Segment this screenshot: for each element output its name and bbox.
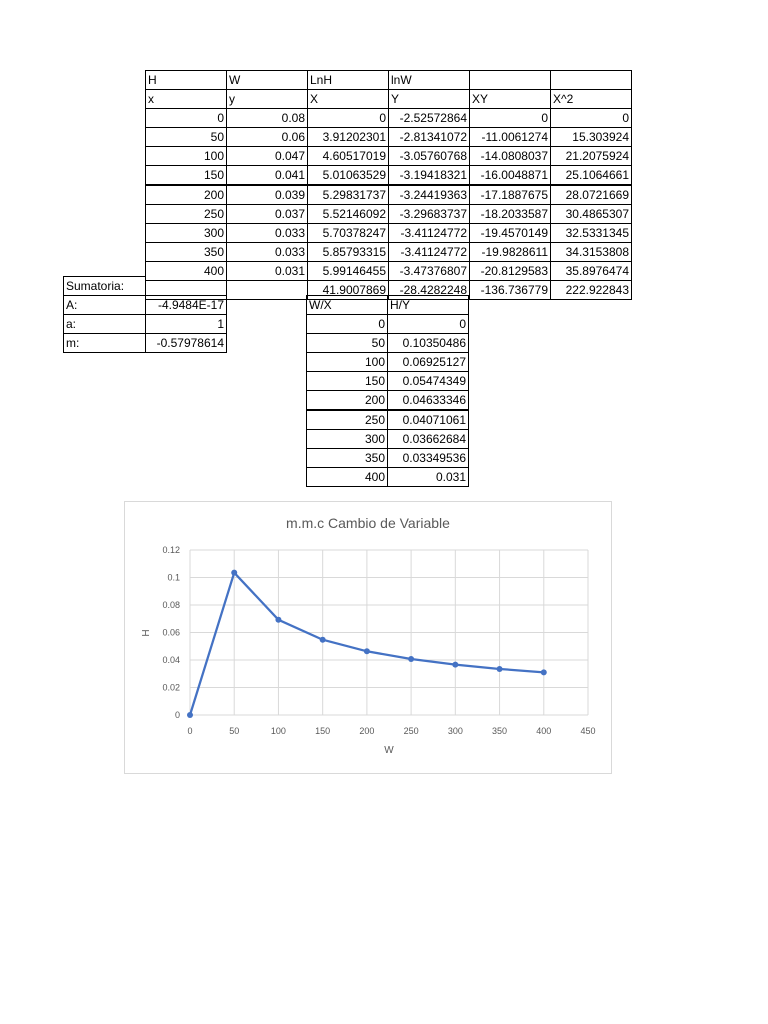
y-tick-label: 0.02 — [162, 682, 180, 693]
y-tick-label: 0 — [174, 710, 180, 720]
table-row — [307, 391, 469, 411]
y-axis-label: H — [141, 629, 152, 637]
wx-hy-table — [306, 295, 469, 487]
header-cell[interactable]: x — [146, 90, 227, 109]
data-cell[interactable]: 34.3153808 — [551, 243, 632, 262]
line-chart — [125, 502, 611, 773]
data-cell[interactable]: 35.8976474 — [551, 262, 632, 281]
data-cell[interactable]: -2.81341072 — [389, 128, 470, 147]
x-tick-label: 450 — [580, 726, 596, 736]
data-cell[interactable]: 0 — [307, 315, 388, 334]
param-row — [64, 296, 227, 315]
data-point[interactable] — [364, 648, 370, 654]
x-tick-label: 350 — [492, 726, 508, 736]
data-cell[interactable]: -3.24419363 — [389, 185, 470, 205]
data-cell[interactable]: 0.04071061 — [388, 410, 469, 430]
data-cell[interactable]: 0 — [551, 109, 632, 128]
param-value[interactable]: 1 — [146, 315, 227, 334]
table-row — [307, 372, 469, 391]
data-cell[interactable]: 5.99146455 — [308, 262, 389, 281]
data-cell[interactable]: -19.4570149 — [470, 224, 551, 243]
x-tick-label: 400 — [536, 726, 552, 736]
data-cell[interactable]: 200 — [146, 185, 227, 205]
table-row — [307, 449, 469, 468]
data-cell[interactable]: 5.01063529 — [308, 166, 389, 186]
sumatoria-cell[interactable] — [227, 281, 308, 300]
data-point[interactable] — [231, 570, 237, 576]
header-cell[interactable] — [470, 71, 551, 90]
header-row — [307, 296, 469, 315]
data-cell[interactable]: -19.9828611 — [470, 243, 551, 262]
data-cell[interactable]: 100 — [146, 147, 227, 166]
param-label[interactable]: a: — [64, 315, 146, 334]
data-cell[interactable]: 0.05474349 — [388, 372, 469, 391]
gridlines — [190, 550, 588, 715]
data-cell[interactable]: 150 — [146, 166, 227, 186]
table-row — [307, 430, 469, 449]
table-row — [146, 166, 632, 186]
table-row — [307, 334, 469, 353]
chart-container[interactable] — [124, 501, 612, 774]
data-cell[interactable]: 0.037 — [227, 205, 308, 224]
header-cell[interactable]: W — [227, 71, 308, 90]
header-cell[interactable]: X^2 — [551, 90, 632, 109]
y-tick-label: 0.08 — [162, 600, 180, 610]
data-point[interactable] — [320, 637, 326, 643]
table-row — [307, 410, 469, 430]
x-tick-label: 50 — [229, 726, 240, 736]
chart-title: m.m.c Cambio de Variable — [286, 515, 450, 531]
data-cell[interactable]: 50 — [307, 334, 388, 353]
y-tick-label: 0.12 — [162, 545, 180, 555]
data-cell[interactable]: -2.52572864 — [389, 109, 470, 128]
data-cell[interactable]: -3.41124772 — [389, 243, 470, 262]
data-point[interactable] — [497, 666, 503, 672]
main-data-table — [145, 70, 632, 300]
x-tick-label: 250 — [403, 726, 419, 736]
data-cell[interactable]: -11.0061274 — [470, 128, 551, 147]
data-cell[interactable]: 28.0721669 — [551, 185, 632, 205]
data-cell[interactable]: 0.08 — [227, 109, 308, 128]
param-row — [64, 334, 227, 353]
data-cell[interactable]: 250 — [307, 410, 388, 430]
param-value[interactable]: -0.57978614 — [146, 334, 227, 353]
y-tick-label: 0.04 — [162, 655, 180, 665]
data-cell[interactable]: 200 — [307, 391, 388, 411]
data-cell[interactable]: -18.2033587 — [470, 205, 551, 224]
data-cell[interactable]: 0.031 — [227, 262, 308, 281]
table-row — [307, 468, 469, 487]
param-label[interactable]: A: — [64, 296, 146, 315]
x-tick-label: 100 — [270, 726, 286, 736]
data-point[interactable] — [408, 656, 414, 662]
param-value[interactable]: -4.9484E-17 — [146, 296, 227, 315]
data-cell[interactable]: 300 — [146, 224, 227, 243]
data-cell[interactable]: 350 — [307, 449, 388, 468]
data-cell[interactable]: 0.039 — [227, 185, 308, 205]
param-row — [64, 315, 227, 334]
data-cell[interactable]: 0.04633346 — [388, 391, 469, 411]
data-cell[interactable]: 0 — [388, 315, 469, 334]
header-cell[interactable]: X — [308, 90, 389, 109]
data-point[interactable] — [187, 712, 193, 718]
data-cell[interactable]: 5.52146092 — [308, 205, 389, 224]
data-cell[interactable]: 350 — [146, 243, 227, 262]
table-row — [307, 353, 469, 372]
data-cell[interactable]: 4.60517019 — [308, 147, 389, 166]
data-cell[interactable]: 25.1064661 — [551, 166, 632, 186]
header-cell[interactable] — [551, 71, 632, 90]
table-row — [146, 224, 632, 243]
param-label[interactable]: m: — [64, 334, 146, 353]
data-cell[interactable]: 150 — [307, 372, 388, 391]
table-row — [307, 315, 469, 334]
x-tick-label: 150 — [315, 726, 331, 736]
header-cell[interactable]: XY — [470, 90, 551, 109]
data-cell[interactable]: 5.85793315 — [308, 243, 389, 262]
x-tick-label: 300 — [447, 726, 463, 736]
data-cell[interactable]: 400 — [307, 468, 388, 487]
header-row — [146, 90, 632, 109]
data-cell[interactable]: 0.033 — [227, 243, 308, 262]
data-cell[interactable]: -14.0808037 — [470, 147, 551, 166]
table-row — [146, 243, 632, 262]
data-cell[interactable]: 5.29831737 — [308, 185, 389, 205]
data-cell[interactable]: -3.41124772 — [389, 224, 470, 243]
data-cell[interactable]: 0.10350486 — [388, 334, 469, 353]
data-cell[interactable]: 250 — [146, 205, 227, 224]
data-cell[interactable]: 50 — [146, 128, 227, 147]
data-cell[interactable]: 30.4865307 — [551, 205, 632, 224]
data-cell[interactable]: -20.8129583 — [470, 262, 551, 281]
data-point[interactable] — [541, 669, 547, 675]
header-cell[interactable]: LnH — [308, 71, 389, 90]
y-tick-label: 0.06 — [162, 627, 180, 638]
sumatoria-cell[interactable]: 41.9007869 — [308, 281, 389, 300]
header-cell[interactable]: W/X — [307, 296, 388, 315]
x-axis-label: W — [384, 745, 394, 756]
sumatoria-cell[interactable]: 222.922843 — [551, 281, 632, 300]
data-cell[interactable]: 3.91202301 — [308, 128, 389, 147]
data-cell[interactable]: 0.031 — [388, 468, 469, 487]
data-cell[interactable]: 0.06925127 — [388, 353, 469, 372]
table-row — [146, 109, 632, 128]
sumatoria-row — [64, 277, 227, 296]
data-cell[interactable]: 0.033 — [227, 224, 308, 243]
data-cell[interactable]: 0 — [470, 109, 551, 128]
sumatoria-cell[interactable]: -136.736779 — [470, 281, 551, 300]
table-row — [146, 185, 632, 205]
data-cell[interactable]: -3.29683737 — [389, 205, 470, 224]
y-tick-label: 0.1 — [167, 572, 180, 583]
axis-ticks — [162, 545, 595, 736]
data-cell[interactable]: 0.06 — [227, 128, 308, 147]
data-cell[interactable]: 0 — [308, 109, 389, 128]
header-cell[interactable]: y — [227, 90, 308, 109]
header-row — [146, 71, 632, 90]
data-cell[interactable]: 300 — [307, 430, 388, 449]
data-cell[interactable]: 100 — [307, 353, 388, 372]
data-cell[interactable]: 400 — [146, 262, 227, 281]
data-cell[interactable]: 21.2075924 — [551, 147, 632, 166]
header-cell[interactable]: Y — [389, 90, 470, 109]
data-cell[interactable]: -3.19418321 — [389, 166, 470, 186]
header-cell[interactable]: H/Y — [388, 296, 469, 315]
data-cell[interactable]: -3.05760768 — [389, 147, 470, 166]
data-cell[interactable]: 15.303924 — [551, 128, 632, 147]
data-point[interactable] — [452, 662, 458, 668]
data-cell[interactable]: 0.03662684 — [388, 430, 469, 449]
x-tick-label: 0 — [187, 726, 193, 736]
data-cell[interactable]: 32.5331345 — [551, 224, 632, 243]
data-cell[interactable]: 0.041 — [227, 166, 308, 186]
header-cell[interactable]: H — [146, 71, 227, 90]
data-cell[interactable]: -17.1887675 — [470, 185, 551, 205]
data-cell[interactable]: 0.047 — [227, 147, 308, 166]
data-cell[interactable]: -16.0048871 — [470, 166, 551, 186]
data-cell[interactable]: 0.03349536 — [388, 449, 469, 468]
data-point[interactable] — [275, 617, 281, 623]
sumatoria-label[interactable]: Sumatoria: — [64, 277, 146, 296]
data-cell[interactable]: 0 — [146, 109, 227, 128]
table-row — [146, 205, 632, 224]
data-cell[interactable]: 5.70378247 — [308, 224, 389, 243]
x-tick-label: 200 — [359, 726, 375, 736]
header-cell[interactable]: lnW — [389, 71, 470, 90]
data-cell[interactable]: -3.47376807 — [389, 262, 470, 281]
parameters-table — [63, 276, 227, 353]
table-row — [146, 128, 632, 147]
table-row — [146, 147, 632, 166]
sumatoria-cell[interactable]: -28.4282248 — [389, 281, 470, 300]
